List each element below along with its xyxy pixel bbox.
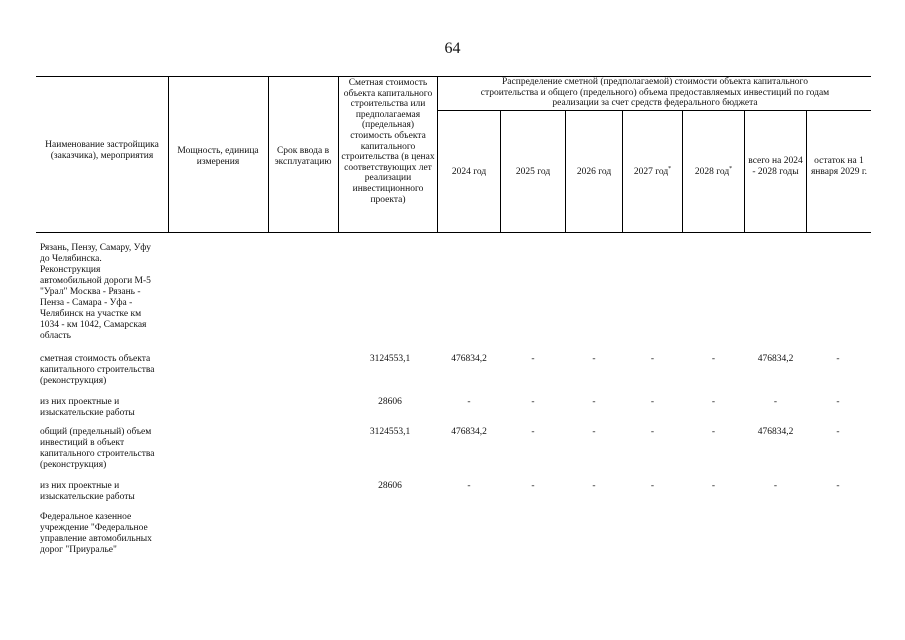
row-2025: - bbox=[531, 481, 535, 491]
row-2025: - bbox=[531, 354, 535, 364]
row-total: - bbox=[773, 397, 778, 407]
row-2026: - bbox=[592, 354, 596, 364]
table-row-label: из них проектные и изыскательские работы bbox=[40, 397, 135, 418]
header-year-2027 bbox=[623, 167, 682, 178]
page-number: 64 bbox=[444, 40, 461, 57]
footnote-mark: * bbox=[729, 165, 733, 172]
table-row-label: общий (предельный) объем инвестиций в объект капитального строительства (реконструкция) bbox=[40, 427, 155, 470]
row-2028: - bbox=[711, 427, 716, 437]
header-name: Наименование застройщика (заказчика), мероприятия bbox=[45, 140, 159, 161]
col-divider bbox=[168, 76, 169, 232]
header-year-2027-label: 2027 год bbox=[633, 167, 669, 177]
header-year-2028-label: 2028 год bbox=[694, 167, 730, 177]
row-total: 476834,2 bbox=[757, 354, 794, 364]
footnote-mark: * bbox=[668, 165, 672, 172]
row-2027: - bbox=[650, 354, 655, 364]
header-year-2024: 2024 год bbox=[451, 167, 487, 177]
header-term: Срок ввода в эксплуатацию bbox=[274, 146, 332, 167]
col-divider bbox=[338, 76, 339, 232]
row-2026: - bbox=[592, 481, 596, 491]
col-divider bbox=[806, 110, 807, 232]
row-total: 476834,2 bbox=[757, 427, 794, 437]
row-2028: - bbox=[711, 397, 716, 407]
table-header-bottom-rule bbox=[36, 232, 871, 233]
row-cost: 28606 bbox=[378, 481, 402, 491]
row-2027: - bbox=[650, 397, 655, 407]
row-remainder: - bbox=[836, 427, 840, 437]
row-2027: - bbox=[650, 427, 655, 437]
row-2024: 476834,2 bbox=[451, 427, 487, 437]
row-2025: - bbox=[531, 427, 535, 437]
row-cost: 28606 bbox=[378, 397, 402, 407]
row-2027: - bbox=[650, 481, 655, 491]
header-year-2025: 2025 год bbox=[515, 167, 551, 177]
header-cost: Сметная стоимость объекта капитального строительства или предполагаемая (предельная) стоимость объекта капитального строительства (в ценах соответствующих лет реализации инвестиционного проекта) bbox=[341, 78, 435, 205]
header-capacity: Мощность, единица измерения bbox=[177, 146, 259, 167]
header-remainder: остаток на 1 января 2029 г. bbox=[810, 156, 868, 177]
row-2028: - bbox=[711, 481, 716, 491]
object-title: Рязань, Пензу, Самару, Уфу до Челябинска. Реконструкция автомобильной дороги М-5 "Урал" Москва - Рязань - Пенза - Самара - Уфа - Челябинск на участке км 1034 - км 1042, Самарская область bbox=[40, 243, 151, 341]
row-remainder: - bbox=[836, 397, 840, 407]
col-divider bbox=[268, 76, 269, 232]
row-remainder: - bbox=[836, 354, 840, 364]
header-year-2026: 2026 год bbox=[576, 167, 612, 177]
row-cost: 3124553,1 bbox=[369, 354, 411, 364]
row-remainder: - bbox=[836, 481, 840, 491]
row-total: - bbox=[773, 481, 778, 491]
row-2028: - bbox=[711, 354, 716, 364]
row-2026: - bbox=[592, 427, 596, 437]
row-2026: - bbox=[592, 397, 596, 407]
row-2025: - bbox=[531, 397, 535, 407]
table-row-label: сметная стоимость объекта капитального строительства (реконструкция) bbox=[40, 354, 155, 386]
row-2024: - bbox=[467, 481, 471, 491]
col-divider bbox=[744, 110, 745, 232]
table-row-label: из них проектные и изыскательские работы bbox=[40, 481, 135, 502]
next-entity-title: Федеральное казенное учреждение "Федеральное управление автомобильных дорог "Приуралье" bbox=[40, 512, 152, 555]
row-2024: - bbox=[467, 397, 471, 407]
col-divider bbox=[437, 76, 438, 232]
header-total: всего на 2024 - 2028 годы bbox=[748, 156, 803, 177]
header-distribution: Распределение сметной (предполагаемой) стоимости объекта капитального строительства и общего (предельного) объема предоставляемых инвестиций по годам реализации за счет средств федерального бюджета bbox=[480, 77, 830, 109]
row-cost: 3124553,1 bbox=[369, 427, 411, 437]
header-year-2028 bbox=[683, 167, 744, 178]
row-2024: 476834,2 bbox=[451, 354, 487, 364]
